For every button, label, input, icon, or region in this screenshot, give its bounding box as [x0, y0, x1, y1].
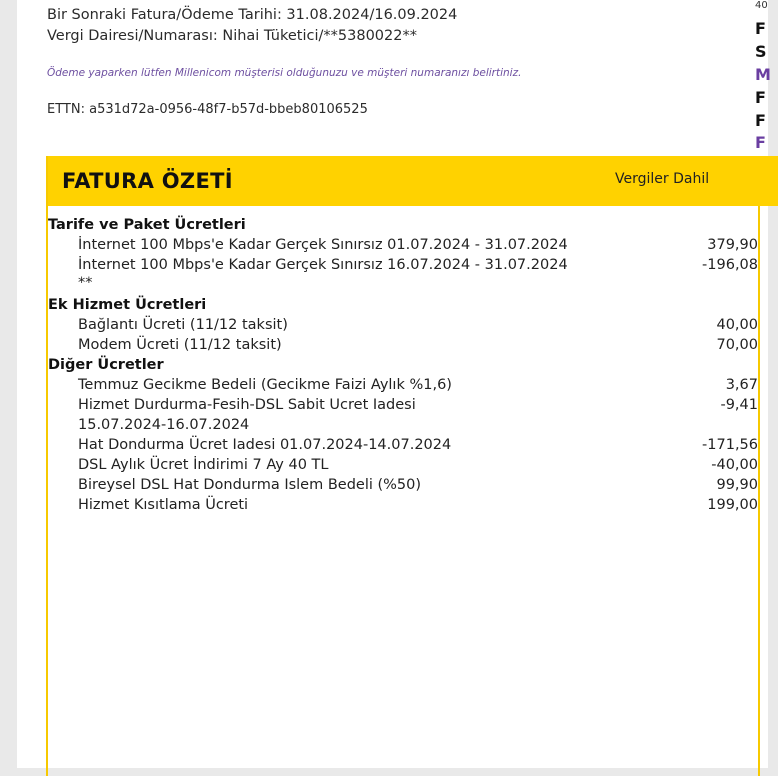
right-column-fragment: F — [755, 111, 766, 130]
payment-notice: Ödeme yaparken lütfen Millenicom müşterisi olduğunuzu ve müşteri numaranızı belirtiniz. — [47, 67, 522, 79]
line-item-amount: 199,00 — [707, 497, 758, 513]
line-item-label-continued: ** — [78, 275, 93, 291]
invoice-summary — [46, 156, 760, 776]
line-item-amount: 40,00 — [716, 317, 758, 333]
summary-title: FATURA ÖZETİ — [62, 169, 233, 193]
line-item-amount: 99,90 — [716, 477, 758, 493]
summary-header-bar — [48, 156, 778, 206]
line-item-label: Temmuz Gecikme Bedeli (Gecikme Faizi Aylık %1,6) — [78, 377, 452, 393]
right-column-fragment: F — [755, 133, 766, 152]
right-column-fragment: S — [755, 42, 767, 61]
invoice-page — [17, 0, 771, 768]
line-item-label: İnternet 100 Mbps'e Kadar Gerçek Sınırsız 16.07.2024 - 31.07.2024 — [78, 257, 568, 273]
tax-included-label: Vergiler Dahil — [615, 171, 710, 187]
right-column-fragment: 40 — [755, 0, 768, 11]
right-column-fragment: M — [755, 65, 771, 84]
section-title: Tarife ve Paket Ücretleri — [48, 217, 246, 233]
line-item-amount: 3,67 — [725, 377, 758, 393]
line-item-amount: -40,00 — [711, 457, 758, 473]
right-column-fragment: F — [755, 19, 766, 38]
line-item-label: İnternet 100 Mbps'e Kadar Gerçek Sınırsız 01.07.2024 - 31.07.2024 — [78, 237, 568, 253]
line-item-amount: -171,56 — [702, 437, 758, 453]
next-invoice-date: Bir Sonraki Fatura/Ödeme Tarihi: 31.08.2024/16.09.2024 — [47, 7, 458, 23]
tax-office-info: Vergi Dairesi/Numarası: Nihai Tüketici/**5380022** — [47, 28, 417, 44]
section-title: Diğer Ücretler — [48, 357, 164, 373]
line-item-amount: -9,41 — [720, 397, 758, 413]
line-item-label: Bireysel DSL Hat Dondurma Islem Bedeli (%50) — [78, 477, 422, 493]
line-item-amount: 379,90 — [707, 237, 758, 253]
line-item-label: Modem Ücreti (11/12 taksit) — [78, 337, 282, 353]
section-title: Ek Hizmet Ücretleri — [48, 297, 207, 313]
line-item-label: Bağlantı Ücreti (11/12 taksit) — [78, 317, 288, 333]
line-item-amount: -196,08 — [702, 257, 758, 273]
line-item-label: Hizmet Durdurma-Fesih-DSL Sabit Ucret Iadesi — [78, 397, 416, 413]
line-item-label: DSL Aylık Ücret İndirimi 7 Ay 40 TL — [78, 457, 329, 473]
right-column-fragment: F — [755, 88, 766, 107]
ettn-number: ETTN: a531d72a-0956-48f7-b57d-bbeb80106525 — [47, 102, 368, 117]
line-item-label: Hat Dondurma Ücret Iadesi 01.07.2024-14.07.2024 — [78, 437, 452, 453]
line-item-label: Hizmet Kısıtlama Ücreti — [78, 497, 249, 513]
line-item-amount: 70,00 — [716, 337, 758, 353]
line-item-label-continued: 15.07.2024-16.07.2024 — [78, 417, 250, 433]
